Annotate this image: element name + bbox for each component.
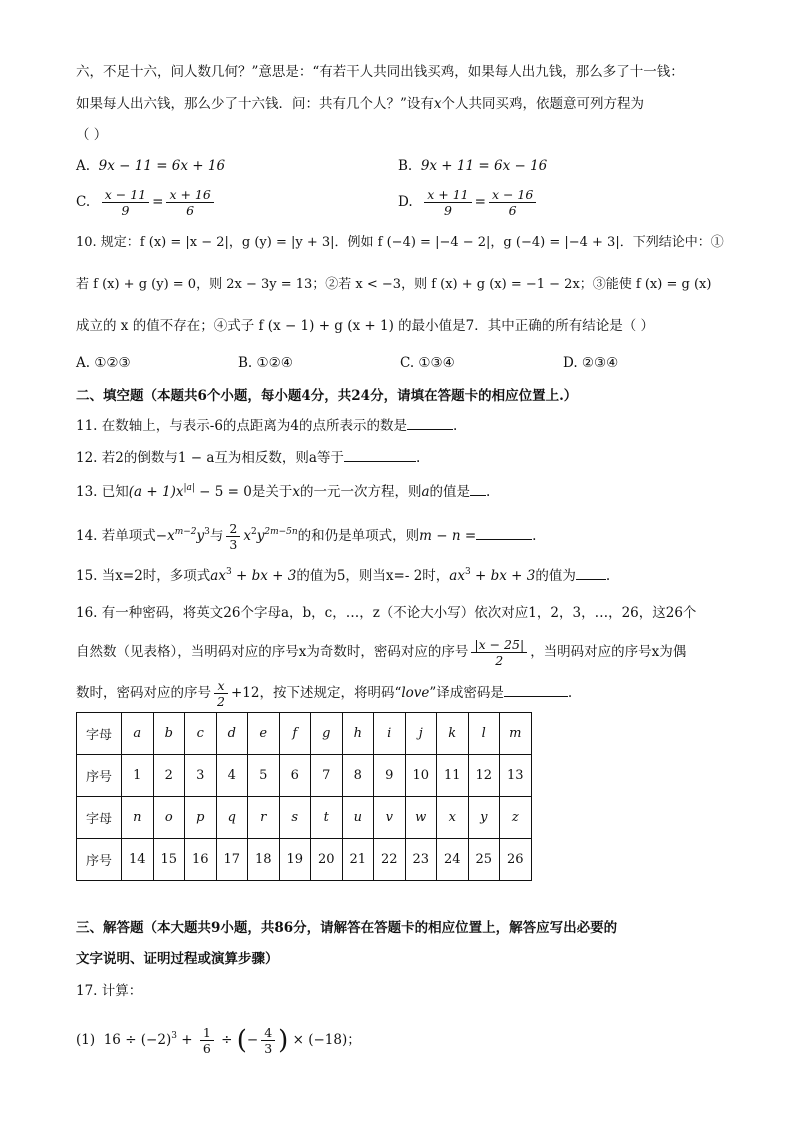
table-row [77,755,532,797]
letter-cell: a [122,713,154,755]
index-cell: 2 [153,755,185,797]
letter-cell: w [405,797,437,839]
q15: 15. 当x=2时，多项式$ax^3$ + bx + 3的值为5，则当x=- 2时，$ax^3$ + bx + 3的值为 . [76,567,611,584]
letter-cell: g [311,713,343,755]
q16-line3: 数时，密码对应的序号 $\frac{x}{2}$ +12，按下述规定，将明码“love”译成密码是 . [76,678,573,709]
q9-option-c[interactable]: C. $\frac{x - 11}{9}$ = $\frac{x + 16}{6}$ [76,182,217,222]
index-cell: 10 [405,755,437,797]
letter-cell: p [185,797,217,839]
index-cell: 23 [405,839,437,881]
q17-title: 17. 计算： [76,983,143,999]
q12: 12. 若2的倒数与1 − a互为相反数，则a等于 . [76,450,421,466]
letter-cell: c [185,713,217,755]
table-header-letter: 字母 [77,713,122,755]
section3-title-line1: 三、解答题（本大题共9小题，共86分，请解答在答题卡的相应位置上，解答应写出必要的 [76,920,618,936]
letter-cell: s [279,797,311,839]
q9-line2: 如果每人出六钱，那么少了十六钱．问：共有几个人？”设有x个人共同买鸡，依题意可列方程为 [76,96,645,112]
index-cell: 3 [185,755,217,797]
letter-cell: f [279,713,311,755]
index-cell: 12 [468,755,500,797]
q10-option-a[interactable]: A. ①②③ [76,355,131,371]
letter-cell: k [437,713,469,755]
table-row [77,839,532,881]
letter-cell: t [311,797,343,839]
letter-cell: r [248,797,280,839]
letter-cell: e [248,713,280,755]
letter-cell: v [374,797,406,839]
q9-option-b[interactable]: B. 9x + 11 = 6x − 16 [398,158,548,174]
index-cell: 18 [248,839,280,881]
letter-cell: n [122,797,154,839]
index-cell: 4 [216,755,248,797]
index-cell: 24 [437,839,469,881]
index-cell: 25 [468,839,500,881]
index-cell: 15 [153,839,185,881]
q9-option-d[interactable]: D. $\frac{x + 11}{9}$ = $\frac{x - 16}{6}$ [398,182,539,222]
index-cell: 1 [122,755,154,797]
q10-line1: 10. 规定：f (x) = |x − 2|，g (y) = |y + 3|．例如 f (−4) = |−4 − 2|，g (−4) = |−4 + 3|．下列结论中：① [76,235,724,250]
q14-answer-blank[interactable] [476,527,532,540]
q14: 14. 若单项式$-x^{m-2}y^3$与 $\frac{2}{3}$ $x^2y^{2m-5n}$的和仍是单项式，则m − n = . [76,521,537,552]
letter-cell: j [405,713,437,755]
q10-line3: 成立的 x 的值不存在；④式子 f (x − 1) + g (x + 1) 的最小值是7．其中正确的所有结论是（ ） [76,318,655,334]
q16-line1: 16. 有一种密码，将英文26个字母a，b，c，…，z（不论大小写）依次对应1，2，3，…，26，这26个 [76,605,697,621]
q13-answer-blank[interactable] [470,483,486,496]
q13: 13. 已知$(a + 1)x^{|a|} - 5 = 0$是关于x的一元一次方程，则a的值是 . [76,483,491,500]
q16-line2: 自然数（见表格），当明码对应的序号x为奇数时，密码对应的序号 $\frac{|x - 25|}{2}$ ，当明码对应的序号x为偶 [76,637,687,668]
section3-title-line2: 文字说明、证明过程或演算步骤） [76,951,279,967]
index-cell: 17 [216,839,248,881]
cipher-table [76,712,532,881]
table-row [77,713,532,755]
letter-cell: y [468,797,500,839]
letter-cell: b [153,713,185,755]
q10-line2: 若 f (x) + g (y) = 0，则 2x − 3y = 13；②若 x < −3，则 f (x) + g (x) = −1 − 2x；③能使 f (x) = g (x) [76,277,712,292]
letter-cell: q [216,797,248,839]
q12-answer-blank[interactable] [344,449,416,462]
q9-answer-paren: （ ） [76,127,108,143]
table-row [77,797,532,839]
letter-cell: o [153,797,185,839]
table-header-letter: 字母 [77,797,122,839]
index-cell: 13 [500,755,532,797]
q17-part1: (1) $16 \div (-2)^3$ + $\frac{1}{6}$ ÷ (− $\frac{4}{3}$ ) × (−18)； [76,1025,361,1056]
letter-cell: i [374,713,406,755]
section2-title: 二、填空题（本题共6个小题，每小题4分，共24分，请填在答题卡的相应位置上.） [76,388,578,404]
index-cell: 6 [279,755,311,797]
index-cell: 8 [342,755,374,797]
q16-answer-blank[interactable] [504,684,568,697]
q15-answer-blank[interactable] [576,567,606,580]
table-header-index: 序号 [77,755,122,797]
q11-answer-blank[interactable] [407,417,453,430]
q10-option-d[interactable]: D. ②③④ [563,355,619,371]
q11: 11. 在数轴上，与表示-6的点距离为4的点所表示的数是 . [76,418,458,434]
q10-option-b[interactable]: B. ①②④ [238,355,293,371]
index-cell: 16 [185,839,217,881]
letter-cell: z [500,797,532,839]
index-cell: 26 [500,839,532,881]
table-header-index: 序号 [77,839,122,881]
letter-cell: l [468,713,500,755]
q10-option-c[interactable]: C. ①③④ [400,355,455,371]
letter-cell: m [500,713,532,755]
letter-cell: h [342,713,374,755]
index-cell: 9 [374,755,406,797]
index-cell: 5 [248,755,280,797]
letter-cell: x [437,797,469,839]
index-cell: 20 [311,839,343,881]
index-cell: 19 [279,839,311,881]
index-cell: 11 [437,755,469,797]
letter-cell: d [216,713,248,755]
q9-option-a[interactable]: A. 9x − 11 = 6x + 16 [76,158,226,174]
index-cell: 14 [122,839,154,881]
index-cell: 7 [311,755,343,797]
index-cell: 22 [374,839,406,881]
q9-line1: 六，不足十六，问人数几何？”意思是：“有若干人共同出钱买鸡，如果每人出九钱，那么多了十一钱： [76,64,684,80]
index-cell: 21 [342,839,374,881]
letter-cell: u [342,797,374,839]
